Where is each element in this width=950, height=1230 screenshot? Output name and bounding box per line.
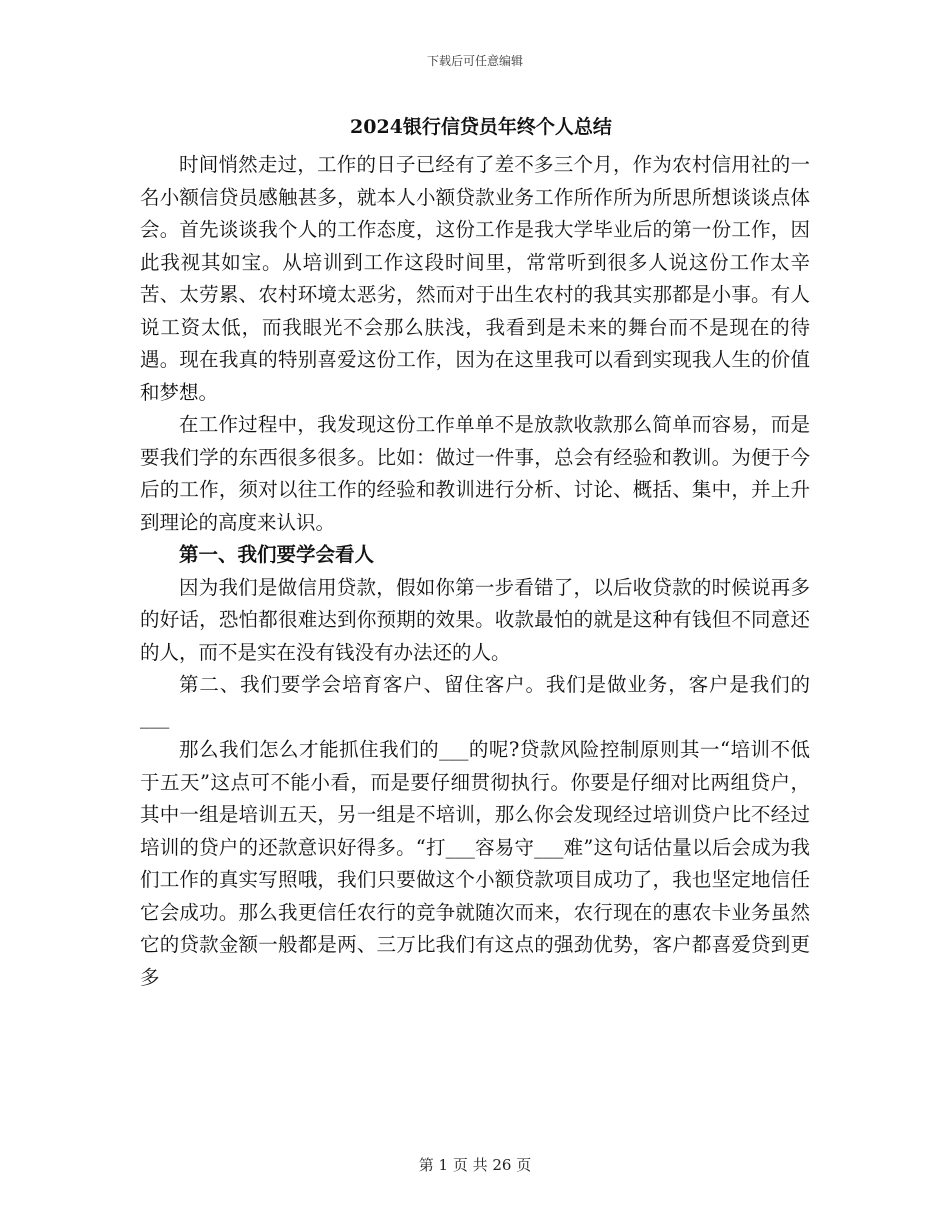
section-heading-1: 第一、我们要学会看人: [179, 543, 375, 566]
document-title: 2024银行信贷员年终个人总结: [350, 116, 612, 138]
paragraph-1: 时间悄然走过，工作的日子已经有了差不多三个月，作为农村信用社的一名小额信贷员感触甚多，就本人小额贷款业务工作所作所为所思所想谈谈点体会。首先谈谈我个人的工作态度，这份工作是我大学毕业后的第一份工作，因此我视其如宝。从培训到工作这段时间里，常常听到很多人说这份工作太辛苦、太劳累、农村环境太恶劣，然而对于出生农村的我其实那都是小事。有人说工资太低，而我眼光不会那么肤浅，我看到是未来的舞台而不是现在的待遇。现在我真的特别喜爱这份工作，因为在这里我可以看到实现我人生的价值和梦想。: [140, 153, 810, 404]
page-header: 下载后可任意编辑: [426, 54, 523, 68]
page-footer: 第 1 页 共 26 页: [418, 1156, 532, 1174]
paragraph-4: 第二、我们要学会培育客户、留住客户。我们是做业务，客户是我们的___: [140, 673, 810, 729]
document-body: [140, 113, 810, 994]
paragraph-5: 那么我们怎么才能抓住我们的___的呢?贷款风险控制原则其一“培训不低于五天”这点可不能小看，而是要仔细贯彻执行。你要是仔细对比两组贷户，其中一组是培训五天，另一组是不培训，那么你会发现经过培训贷户比不经过培训的贷户的还款意识好得多。“打___容易守___难”这句话估量以后会成为我们工作的真实写照哦，我们只要做这个小额贷款项目成功了，我也坚定地信任它会成功。那么我更信任农行的竞争就随次而来，农行现在的惠农卡业务虽然它的贷款金额一般都是两、三万比我们有这点的强劲优势，客户都喜爱贷到更多: [140, 738, 810, 989]
paragraph-3: 因为我们是做信用贷款，假如你第一步看错了，以后收贷款的时候说再多的好话，恐怕都很难达到你预期的效果。收款最怕的就是这种有钱但不同意还的人，而不是实在没有钱没有办法还的人。: [140, 575, 810, 664]
paragraph-2: 在工作过程中，我发现这份工作单单不是放款收款那么简单而容易，而是要我们学的东西很多很多。比如：做过一件事，总会有经验和教训。为便于今后的工作，须对以往工作的经验和教训进行分析、讨论、概括、集中，并上升到理论的高度来认识。: [140, 413, 810, 534]
